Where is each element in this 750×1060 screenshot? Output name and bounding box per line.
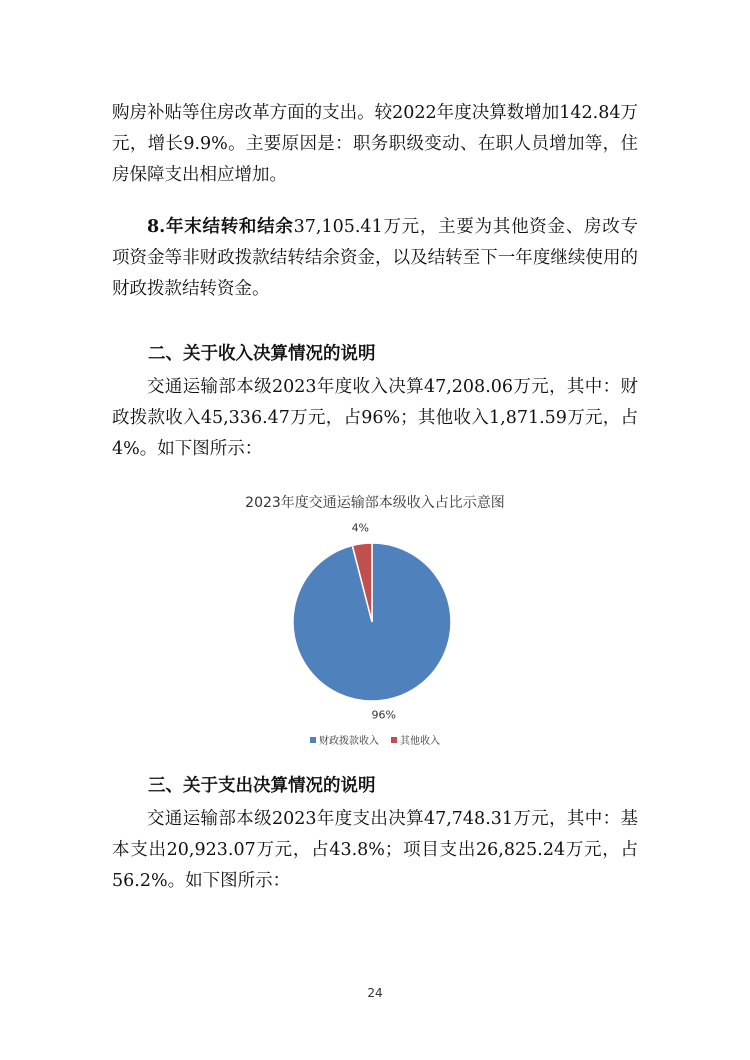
- item-text-year-end-balance: 37,105.41万元，主要为其他资金、房改专项资金等非财政拨款结转结余资金，以及结转至下一年度继续使用的财政拨款结转资金。: [112, 217, 638, 299]
- legend-item-fiscal-income: [310, 732, 379, 747]
- item-title-year-end-balance: 8.年末结转和结余: [147, 217, 294, 237]
- legend-label-fiscal-income: 财政拨款收入: [319, 736, 379, 747]
- legend-label-other-income: 其他收入: [400, 736, 440, 747]
- paragraph-income-summary: 交通运输部本级2023年度收入决算47,208.06万元，其中：财政拨款收入45,336.47万元，占96%；其他收入1,871.59万元，占4%。如下图所示：: [112, 377, 638, 459]
- page-number: 24: [367, 986, 383, 1000]
- section-heading-expenditure: 三、关于支出决算情况的说明: [148, 776, 376, 796]
- section-heading-income: 二、关于收入决算情况的说明: [148, 344, 376, 364]
- chart-legend: [0, 732, 750, 747]
- paragraph-housing-expense: 购房补贴等住房改革方面的支出。较2022年度决算数增加142.84万元，增长9.9%。主要原因是：职务职级变动、在职人员增加等，住房保障支出相应增加。: [112, 103, 638, 185]
- legend-item-other-income: [391, 732, 440, 747]
- pie-label-fiscal-income: 96%: [371, 708, 396, 722]
- legend-swatch-fiscal-income: [310, 737, 316, 743]
- chart-title: 2023年度交通运输部本级收入占比示意图: [245, 495, 505, 511]
- paragraph-expenditure-summary: 交通运输部本级2023年度支出决算47,748.31万元，其中：基本支出20,923.07万元，占43.8%；项目支出26,825.24万元，占56.2%。如下图所示：: [112, 809, 638, 891]
- pie-label-other-income: 4%: [351, 521, 370, 535]
- legend-swatch-other-income: [391, 737, 397, 743]
